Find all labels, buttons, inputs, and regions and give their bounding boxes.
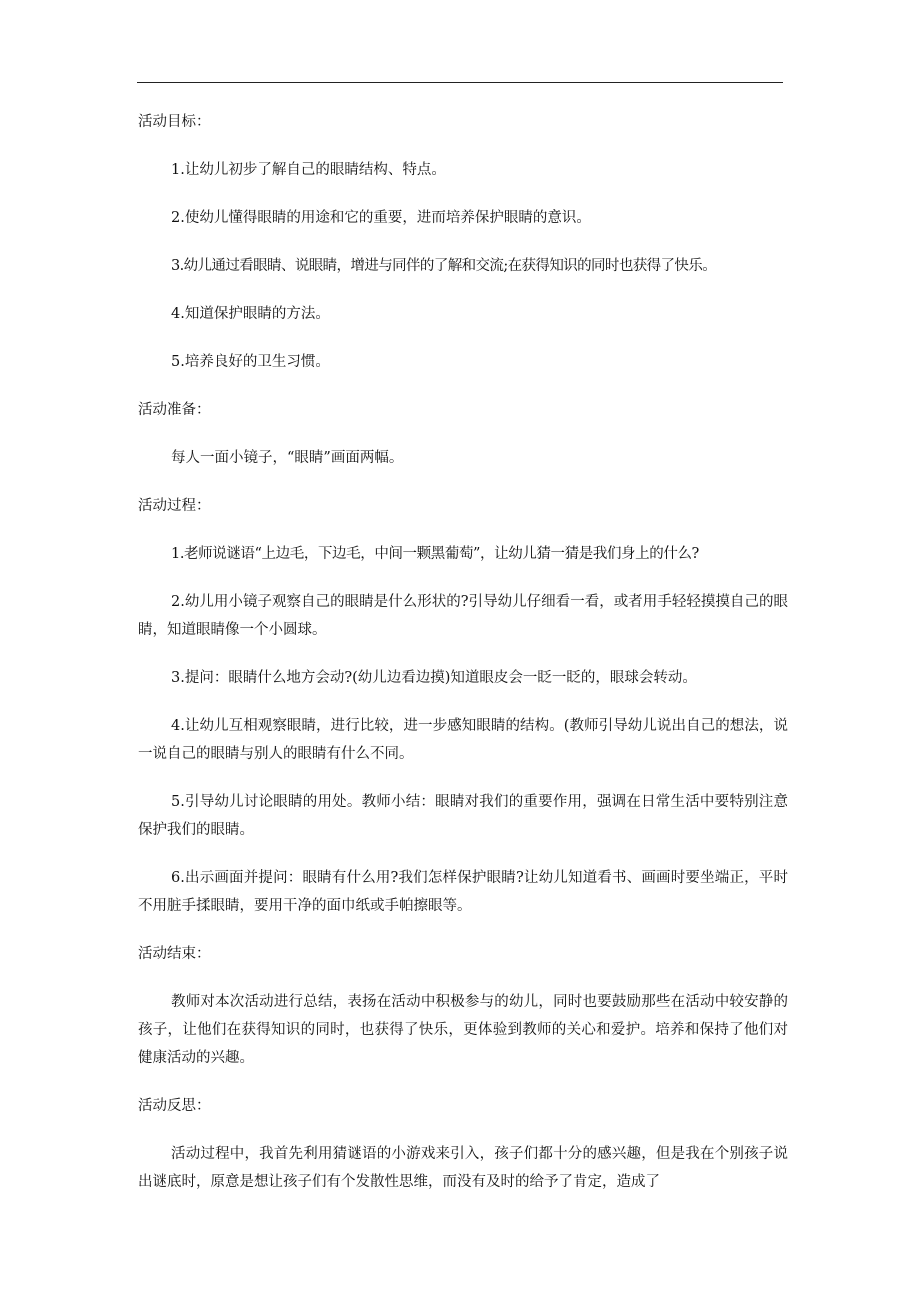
goal-item: 4.知道保护眼睛的方法。 bbox=[171, 306, 330, 322]
goals-heading: 活动目标： bbox=[138, 114, 211, 130]
process-item: 4.让幼儿互相观察眼睛，进行比较，进一步感知眼睛的结构。(教师引导幼儿说出自己的想法，说一说自己的眼睛与别人的眼睛有什么不同。 bbox=[138, 718, 788, 762]
reflection-heading: 活动反思： bbox=[138, 1098, 211, 1114]
process-heading: 活动过程： bbox=[138, 498, 211, 514]
preparation-heading: 活动准备： bbox=[138, 402, 211, 418]
process-item: 1.老师说谜语“上边毛，下边毛，中间一颗黑葡萄”，让幼儿猜一猜是我们身上的什么? bbox=[171, 546, 699, 562]
reflection-text: 活动过程中，我首先利用猜谜语的小游戏来引入，孩子们都十分的感兴趣，但是我在个别孩子说出谜底时，原意是想让孩子们有个发散性思维，而没有及时的给予了肯定，造成了 bbox=[138, 1146, 788, 1190]
ending-text: 教师对本次活动进行总结，表扬在活动中积极参与的幼儿，同时也要鼓励那些在活动中较安静的孩子，让他们在获得知识的同时，也获得了快乐，更体验到教师的关心和爱护。培养和保持了他们对健康活动的兴趣。 bbox=[138, 994, 788, 1066]
document-body bbox=[138, 108, 788, 1216]
process-item: 2.幼儿用小镜子观察自己的眼睛是什么形状的?引导幼儿仔细看一看，或者用手轻轻摸摸自己的眼睛，知道眼睛像一个小圆球。 bbox=[138, 594, 788, 638]
ending-heading: 活动结束： bbox=[138, 946, 211, 962]
goal-item: 2.使幼儿懂得眼睛的用途和它的重要，进而培养保护眼睛的意识。 bbox=[171, 210, 591, 226]
process-item: 6.出示画面并提问：眼睛有什么用?我们怎样保护眼睛?让幼儿知道看书、画画时要坐端正，平时不用脏手揉眼睛，要用干净的面巾纸或手帕擦眼等。 bbox=[138, 870, 788, 914]
goal-item: 3.幼儿通过看眼睛、说眼睛，增进与同伴的了解和交流;在获得知识的同时也获得了快乐。 bbox=[171, 258, 717, 274]
process-item: 3.提问：眼睛什么地方会动?(幼儿边看边摸)知道眼皮会一眨一眨的，眼球会转动。 bbox=[171, 670, 697, 686]
goal-item: 1.让幼儿初步了解自己的眼睛结构、特点。 bbox=[171, 162, 446, 178]
process-item: 5.引导幼儿讨论眼睛的用处。教师小结：眼睛对我们的重要作用，强调在日常生活中要特别注意保护我们的眼睛。 bbox=[138, 794, 788, 838]
goal-item: 5.培养良好的卫生习惯。 bbox=[171, 354, 330, 370]
header-rule bbox=[137, 82, 783, 83]
preparation-text: 每人一面小镜子，“眼睛”画面两幅。 bbox=[171, 450, 404, 466]
